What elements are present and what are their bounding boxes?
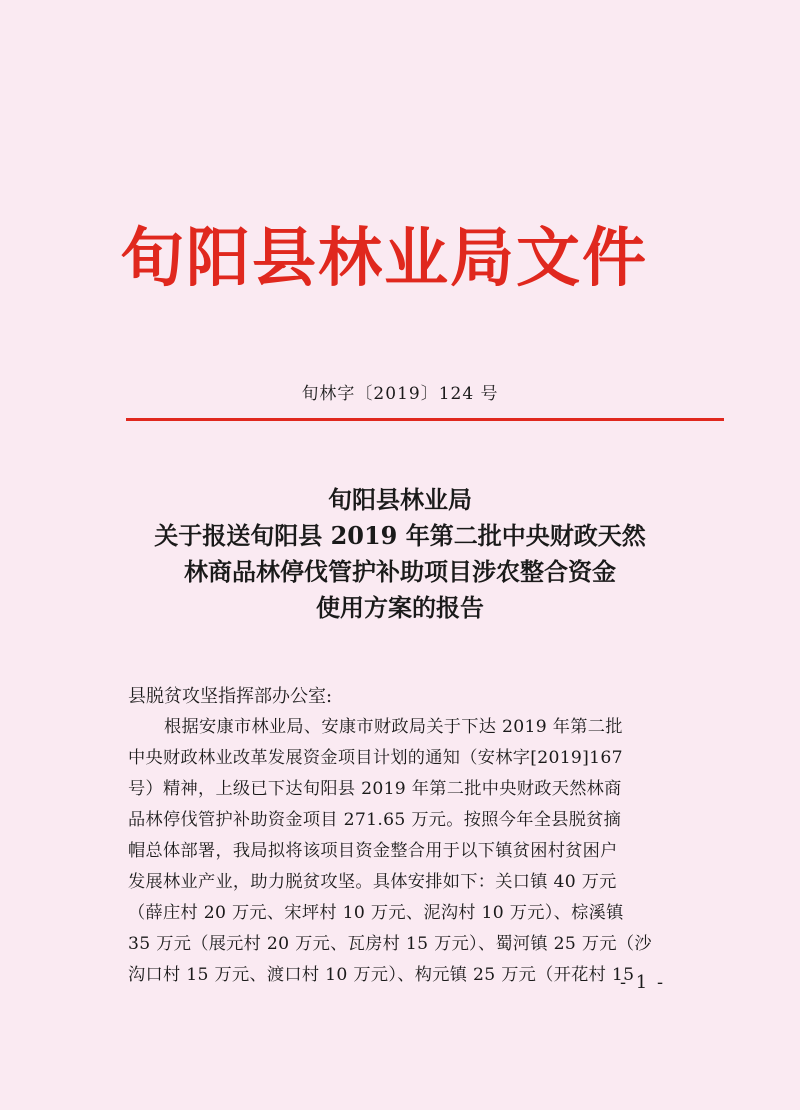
- document-header-title: 旬阳县林业局文件: [120, 221, 648, 296]
- body-line: 发展林业产业，助力脱贫攻坚。具体安排如下：关口镇 40 万元: [128, 872, 617, 892]
- body-paragraph: [128, 712, 714, 991]
- report-title: [100, 482, 700, 626]
- report-title-line: 林商品林停伐管护补助项目涉农整合资金: [184, 557, 616, 586]
- header-divider: [126, 418, 724, 421]
- body-line: 沟口村 15 万元、渡口村 10 万元）、构元镇 25 万元（开花村 15: [128, 965, 635, 985]
- body-line: （薛庄村 20 万元、宋坪村 10 万元、泥沟村 10 万元）、棕溪镇: [128, 903, 624, 923]
- report-title-line: 旬阳县林业局: [328, 485, 472, 514]
- page-number: - 1 -: [620, 972, 666, 993]
- recipient-line: 县脱贫攻坚指挥部办公室:: [128, 686, 333, 707]
- body-line: 中央财政林业改革发展资金项目计划的通知（安林字[2019]167: [128, 748, 623, 768]
- body-line: 根据安康市林业局、安康市财政局关于下达 2019 年第二批: [164, 717, 623, 737]
- body-line: 品林停伐管护补助资金项目 271.65 万元。按照今年全县脱贫摘: [128, 810, 622, 830]
- body-line: 帽总体部署，我局拟将该项目资金整合用于以下镇贫困村贫困户: [128, 841, 618, 861]
- report-title-line: 使用方案的报告: [316, 593, 484, 622]
- report-title-line: 关于报送旬阳县 2019 年第二批中央财政天然: [154, 521, 646, 550]
- body-line: 号）精神，上级已下达旬阳县 2019 年第二批中央财政天然林商: [128, 779, 622, 799]
- document-number: 旬林字〔2019〕124 号: [301, 384, 499, 404]
- body-line: 35 万元（展元村 20 万元、瓦房村 15 万元）、蜀河镇 25 万元（沙: [128, 934, 652, 954]
